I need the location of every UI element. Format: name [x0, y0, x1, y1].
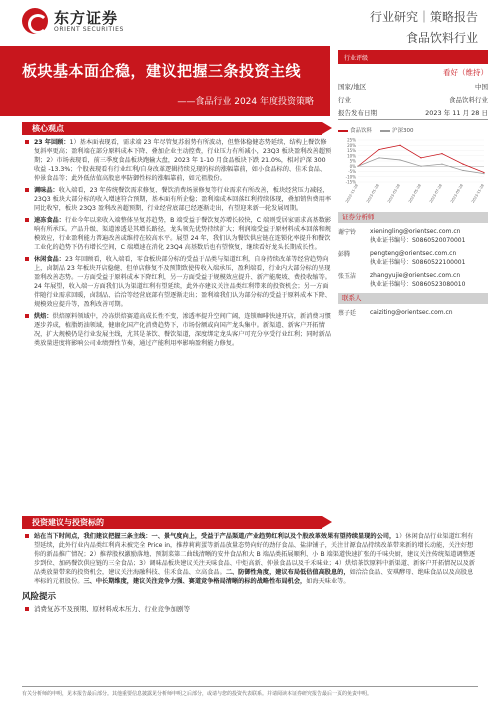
- x-tick-label: 2022-11-28: [344, 183, 359, 204]
- risk-item: 消费复苏不及预期、原材料成本压力、行业竞争加剧等: [22, 605, 478, 614]
- report-type: 行业研究｜策略报告: [369, 10, 478, 24]
- report-title: 板块基本面企稳，建议把握三条投资主线: [22, 62, 302, 80]
- performance-chart: [338, 136, 488, 204]
- series-point: [462, 164, 463, 165]
- series-point: [441, 164, 442, 165]
- series-point: [378, 157, 379, 158]
- contact-section-header: 联系人: [338, 293, 488, 304]
- x-tick-label: 2023-05-28: [407, 183, 422, 204]
- core-heading: 核心观点: [22, 122, 322, 135]
- report-subtitle: ——食品行业 2024 年度投资策略: [177, 97, 314, 107]
- legend-item-hs300: 沪深300: [380, 126, 414, 134]
- info-row-date: 报告发布日期 2023 年 11 月 28 日: [338, 106, 488, 120]
- y-tick-label: -10%: [345, 174, 356, 180]
- logo-icon: [22, 8, 48, 34]
- y-tick-label: 5%: [349, 158, 356, 164]
- logo: [22, 8, 124, 34]
- x-tick-label: 2023-03-28: [386, 183, 401, 204]
- core-para-snack: 休闲食品：23 年回顾看，收入端看，零食板块部分标的受益于品类与渠道红利，自身持续改革等经营趋势向上，卤制品 23 年板块开店稳健、但单店修复不及预期致使传收入端承压，盈利端看，行业内大部分标的呈现盈利改善态势。一方面受益于原料成本下降红利，另一方面受益于规模效应提升、新产能爬坡、费投收缩等。24 年展望，收入端一方面我们认为渠道红利有望延续，此外亦建议关注品类红利带来的投资机会；另一方面伴随行业需求回暖，卤制品、洽洽等经营底部有望逐渐走出；盈利端我们认为部分标的受益于原料成本下降、规模效应提升等，盈利改善可期。: [22, 255, 332, 309]
- report-sector: 食品饮料行业: [405, 31, 478, 45]
- x-tick-label: 2023-01-28: [365, 183, 380, 204]
- series-point: [483, 172, 484, 173]
- bullet-icon: [25, 314, 29, 318]
- bullet-icon: [25, 218, 29, 222]
- bullet-icon: [25, 188, 29, 192]
- rating-value: 看好（维持）: [443, 68, 488, 77]
- bullet-icon: [25, 534, 29, 538]
- series-point: [441, 153, 442, 154]
- analyst-section-header: 证券分析师: [338, 212, 488, 223]
- series-point: [399, 145, 400, 146]
- series-point: [483, 173, 484, 174]
- advice-section: [22, 516, 478, 614]
- rating-label: 行业评级: [344, 54, 369, 62]
- x-tick-label: 2023-11-28: [470, 183, 485, 204]
- series-point: [420, 157, 421, 158]
- bullet-icon: [25, 607, 29, 611]
- rating-bar: [338, 50, 488, 64]
- x-tick-label: 2023-09-28: [449, 183, 464, 204]
- y-tick-label: 20%: [347, 142, 356, 148]
- side-panel: [338, 50, 488, 317]
- bullet-icon: [25, 140, 29, 144]
- logo-cn: 东方证券: [54, 8, 119, 27]
- risk-title: 风险提示: [22, 592, 57, 602]
- series-point: [399, 159, 400, 160]
- info-row-industry: 行业 食品饮料行业: [338, 96, 488, 104]
- chart-legend: [338, 126, 488, 134]
- series-point: [357, 166, 358, 167]
- info-row-country: 国家/地区 中国: [338, 83, 488, 91]
- analyst-3: 张玉洁 zhangyujie@orientsec.com.cn 执业证书编号：S0860523080010: [338, 272, 466, 288]
- legend-item-food: 食品饮料: [338, 126, 372, 134]
- title-banner: [0, 46, 330, 116]
- core-para-seasoning: 调味品：收入端看，23 年传统餐饮需求修复、餐饮消费场景修复等行业需求有所改善，板块经营压力减轻，23Q3 板块大部分标的收入增速符合预期，基本面有所企稳；盈利端成本回落红利持续体现，叠加销售费用率同比收窄，板块 23Q3 盈利改善超预期，行业经营底部已经逐渐走出，有望迎来新一轮发展周期。: [22, 186, 332, 213]
- advice-heading: 投资建议与投资标的: [22, 516, 322, 529]
- advice-para: 站在当下时间点，我们建议把握三条主线：一、景气度向上，受益于产品渠道/产业趋势红利以及个股改革效果有望持续显现的公司，1）休闲食品行业渠道红利有望延续，此外行业内品类红利尚未被完全 Price in，推荐莉莉蛋等新品放量态势向好的劲仔食品、盐津铺子，关注甘源食品持续改革带来新的增长动能，关注好想你的新品推广情况；2）推荐股权激励落地、预制菜第二曲线清晰的安井食品和大 B 端品类拓展顺利、小 B 端渠道快速扩张的千味央厨，建议关注传统渠道调整逐步到位、加码餐饮供应链的三全食品；3）调味品板块建议关注天味食品、中炬高新、仲景食品以及千禾味业；4）烘焙茶饮原料中新渠道、新客户开拓情况以及新品类放量带来的投资机会，建议关注海融科技、佳禾食品、立高食品。二、防御性角度，建议布局低估值高股息的，如洽洽食品、安琪酵母、绝味食品以及高股息率标的元祖股份。三、中长期维度，建议关注竞争力强、赛道竞争格局清晰的标的战略性布局机会，如海天味业等。: [22, 532, 478, 586]
- core-section: [22, 122, 332, 348]
- y-tick-label: 0%: [349, 163, 356, 169]
- series-point: [378, 149, 379, 150]
- contact-1: 蔡子廷 caiziting@orientsec.com.cn: [338, 309, 453, 317]
- core-para-bakery: 烘焙：烘焙原料领域中，冷冻烘焙赛道高成长性不变，渗透率提升空间广阔，连锁咖啡快速开店，新消费习惯逐步养成，植脂奶油领域，健康化国产化消费趋势下，市场份额或向国产龙头集中。新渠道、新客户开拓情况，扩大规模仍是行业发展主线，尤其是茶饮、餐饮渠道，深度绑定龙头客户可充分享受行业红利；同时新品类放量进度将影响公司业绩弹性节奏，通过产能利用率影响盈利能力修复。: [22, 312, 332, 348]
- core-para-frozen: 速冻食品：行业今年以来收入端整体呈复苏趋势，B 端受益于餐饮复苏增长较快，C 端则受居家需求高基数影响有所承压。产品升级、渠道渗透是其增长路径，龙头领先优势持续扩大；利润端受益于原材料成本回落和规模效应，行业盈利能力普遍改善或维持在较高水平。展望 24 年，我们认为餐饮供应链在连锁化率提升和餐饮工业化的趋势下仍有增长空间，C 端增速在消化 23Q4 高基数后也有望恢复，继续看好龙头长期成长性。: [22, 216, 332, 252]
- disclaimer-footer: 有关分析师的申明，见本报告最后部分。其他重要信息披露见分析师申明之后部分，或请与您的投资代表联系。并请阅读本证券研究报告最后一页的免责申明。: [22, 686, 478, 697]
- core-para-review: 23 年回顾：1）基本面表现看，需求端 23 年尽管复苏弱势有所波动，但整体稳健态势延续，结构上餐饮修复斜率更高；盈利端在部分原料成本下降、叠加企业主动控费，行业压力有所减小，23Q3 板块盈利改善超预期；2）市场表现看，前三季度食品板块跑输大盘，2023 年 1-10 月食品板块下跌 21.0%，相对沪深 300 收益 -13.3%；个股表现看有行业红利/自身改革逻辑持续兑现的标的涨幅靠前，如小食品标的、佳禾食品、仲景食品等；此外低估值高股息率防御性标的涨幅靠前，如元祖股份。: [22, 138, 332, 183]
- analyst-2: 彭腾 pengteng@orientsec.com.cn 执业证书编号：S0860522100001: [338, 250, 466, 266]
- bullet-icon: [25, 257, 29, 261]
- logo-en: ORIENT SECURITIES: [54, 25, 124, 33]
- y-tick-label: 25%: [347, 137, 356, 143]
- y-tick-label: -15%: [345, 179, 356, 185]
- y-tick-label: 10%: [347, 153, 356, 159]
- series-point: [420, 166, 421, 167]
- analyst-1: 谢宁铃 xieningling@orientsec.com.cn 执业证书编号：S0860520070001: [338, 228, 466, 244]
- y-tick-label: -5%: [348, 169, 356, 174]
- x-tick-label: 2023-07-28: [428, 183, 443, 204]
- series-point: [462, 170, 463, 171]
- y-tick-label: 15%: [347, 148, 356, 153]
- page-header: [0, 0, 500, 44]
